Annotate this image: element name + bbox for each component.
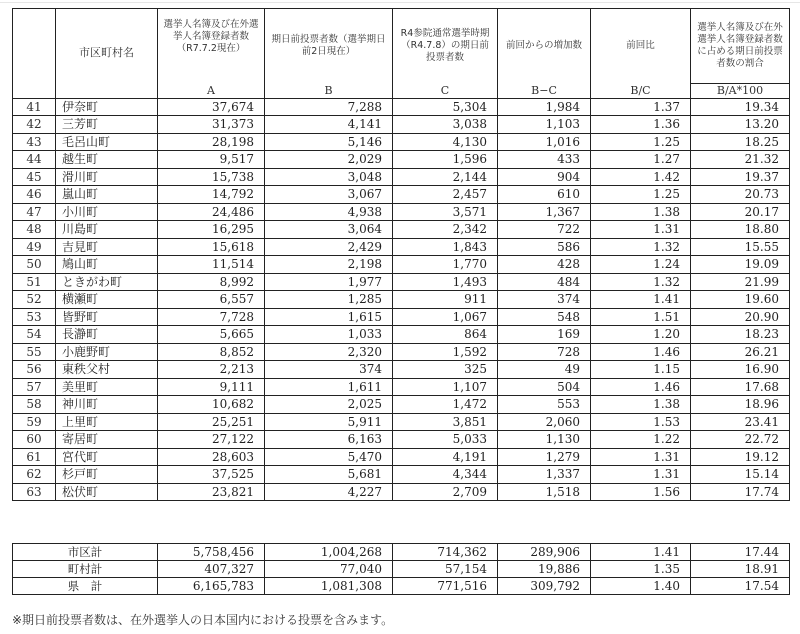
registered-voters-cell: 16,295 bbox=[158, 221, 265, 239]
ratio-cell: 1.38 bbox=[591, 203, 691, 221]
municipality-name-cell: 小川町 bbox=[56, 203, 158, 221]
ratio-cell: 1.22 bbox=[591, 431, 691, 449]
share-cell: 15.14 bbox=[691, 466, 790, 484]
share-cell: 15.55 bbox=[691, 238, 790, 256]
ratio-cell: 1.53 bbox=[591, 413, 691, 431]
share-cell: 23.41 bbox=[691, 413, 790, 431]
header-letter-c: C bbox=[393, 83, 498, 98]
header-previous-early-voters: R4参院通常選挙時期（R4.7.8）の期日前投票者数 bbox=[393, 9, 498, 84]
table-row bbox=[13, 448, 790, 466]
table-row bbox=[13, 186, 790, 204]
early-voters-cell: 374 bbox=[265, 361, 393, 379]
share-cell: 20.17 bbox=[691, 203, 790, 221]
ratio-cell: 1.38 bbox=[591, 396, 691, 414]
table-row bbox=[13, 308, 790, 326]
previous-early-voters-cell: 1,067 bbox=[393, 308, 498, 326]
municipality-name-cell: 鳩山町 bbox=[56, 256, 158, 274]
increase-cell: 1,367 bbox=[498, 203, 591, 221]
row-number-cell: 55 bbox=[13, 343, 56, 361]
ratio-cell: 1.37 bbox=[591, 98, 691, 116]
previous-early-voters-cell: 325 bbox=[393, 361, 498, 379]
previous-early-voters-cell: 864 bbox=[393, 326, 498, 344]
increase-cell: 548 bbox=[498, 308, 591, 326]
header-letter-e: B/C bbox=[591, 83, 691, 98]
share-cell: 18.96 bbox=[691, 396, 790, 414]
header-letter-b: B bbox=[265, 83, 393, 98]
registered-voters-cell: 6,165,783 bbox=[158, 578, 265, 595]
header-letter-d: B−C bbox=[498, 83, 591, 98]
row-number-cell: 59 bbox=[13, 413, 56, 431]
registered-voters-cell: 27,122 bbox=[158, 431, 265, 449]
share-cell: 16.90 bbox=[691, 361, 790, 379]
table-row bbox=[13, 361, 790, 379]
increase-cell: 1,103 bbox=[498, 116, 591, 134]
table-row bbox=[13, 291, 790, 309]
previous-early-voters-cell: 1,596 bbox=[393, 151, 498, 169]
increase-cell: 289,906 bbox=[498, 544, 591, 561]
previous-early-voters-cell: 2,457 bbox=[393, 186, 498, 204]
footnote: ※期日前投票者数は、在外選挙人の日本国内における投票を含みます。 bbox=[12, 613, 394, 627]
registered-voters-cell: 37,525 bbox=[158, 466, 265, 484]
share-cell: 20.73 bbox=[691, 186, 790, 204]
header-share: 選挙人名簿及び在外選挙人名簿登録者数に占める期日前投票者数の割合 bbox=[691, 9, 790, 84]
previous-early-voters-cell: 2,144 bbox=[393, 168, 498, 186]
ratio-cell: 1.41 bbox=[591, 544, 691, 561]
early-voters-cell: 5,911 bbox=[265, 413, 393, 431]
increase-cell: 722 bbox=[498, 221, 591, 239]
header-ratio: 前回比 bbox=[591, 9, 691, 84]
previous-early-voters-cell: 4,130 bbox=[393, 133, 498, 151]
share-cell: 21.99 bbox=[691, 273, 790, 291]
ratio-cell: 1.27 bbox=[591, 151, 691, 169]
early-voters-cell: 7,288 bbox=[265, 98, 393, 116]
ratio-cell: 1.20 bbox=[591, 326, 691, 344]
previous-early-voters-cell: 3,851 bbox=[393, 413, 498, 431]
increase-cell: 904 bbox=[498, 168, 591, 186]
early-voters-cell: 2,320 bbox=[265, 343, 393, 361]
increase-cell: 553 bbox=[498, 396, 591, 414]
increase-cell: 19,886 bbox=[498, 561, 591, 578]
increase-cell: 1,279 bbox=[498, 448, 591, 466]
previous-early-voters-cell: 771,516 bbox=[393, 578, 498, 595]
share-cell: 17.68 bbox=[691, 378, 790, 396]
share-cell: 26.21 bbox=[691, 343, 790, 361]
share-cell: 19.60 bbox=[691, 291, 790, 309]
row-number-cell: 61 bbox=[13, 448, 56, 466]
header-letter-f: B/A*100 bbox=[691, 83, 790, 98]
share-cell: 18.25 bbox=[691, 133, 790, 151]
previous-early-voters-cell: 3,038 bbox=[393, 116, 498, 134]
share-cell: 18.23 bbox=[691, 326, 790, 344]
previous-early-voters-cell: 5,304 bbox=[393, 98, 498, 116]
increase-cell: 374 bbox=[498, 291, 591, 309]
early-voters-cell: 5,146 bbox=[265, 133, 393, 151]
ratio-cell: 1.35 bbox=[591, 561, 691, 578]
increase-cell: 1,337 bbox=[498, 466, 591, 484]
early-voters-cell: 77,040 bbox=[265, 561, 393, 578]
ratio-cell: 1.31 bbox=[591, 448, 691, 466]
total-label-cell: 市区計 bbox=[13, 544, 158, 561]
share-cell: 21.32 bbox=[691, 151, 790, 169]
share-cell: 17.54 bbox=[691, 578, 790, 595]
share-cell: 17.74 bbox=[691, 483, 790, 501]
early-voters-cell: 1,033 bbox=[265, 326, 393, 344]
table-row bbox=[13, 116, 790, 134]
previous-early-voters-cell: 911 bbox=[393, 291, 498, 309]
header-letter-a: A bbox=[158, 83, 265, 98]
ratio-cell: 1.31 bbox=[591, 466, 691, 484]
registered-voters-cell: 5,758,456 bbox=[158, 544, 265, 561]
row-number-cell: 56 bbox=[13, 361, 56, 379]
table-row bbox=[13, 98, 790, 116]
increase-cell: 169 bbox=[498, 326, 591, 344]
municipality-name-cell: 松伏町 bbox=[56, 483, 158, 501]
registered-voters-cell: 8,992 bbox=[158, 273, 265, 291]
previous-early-voters-cell: 714,362 bbox=[393, 544, 498, 561]
early-voters-cell: 5,681 bbox=[265, 466, 393, 484]
table-row bbox=[13, 483, 790, 501]
header-registered-voters: 選挙人名簿及び在外選挙人名簿登録者数（R7.7.2現在） bbox=[158, 9, 265, 84]
header-early-voters: 期日前投票者数（選挙期日前2日現在） bbox=[265, 9, 393, 84]
increase-cell: 49 bbox=[498, 361, 591, 379]
table-row bbox=[13, 413, 790, 431]
registered-voters-cell: 9,111 bbox=[158, 378, 265, 396]
row-number-cell: 41 bbox=[13, 98, 56, 116]
table-row bbox=[13, 256, 790, 274]
increase-cell: 484 bbox=[498, 273, 591, 291]
previous-early-voters-cell: 1,107 bbox=[393, 378, 498, 396]
municipality-name-cell: 上里町 bbox=[56, 413, 158, 431]
share-cell: 19.37 bbox=[691, 168, 790, 186]
registered-voters-cell: 7,728 bbox=[158, 308, 265, 326]
early-voters-cell: 2,429 bbox=[265, 238, 393, 256]
municipality-name-cell: 横瀬町 bbox=[56, 291, 158, 309]
increase-cell: 433 bbox=[498, 151, 591, 169]
row-number-cell: 43 bbox=[13, 133, 56, 151]
registered-voters-cell: 9,517 bbox=[158, 151, 265, 169]
row-number-cell: 46 bbox=[13, 186, 56, 204]
previous-early-voters-cell: 1,472 bbox=[393, 396, 498, 414]
registered-voters-cell: 2,213 bbox=[158, 361, 265, 379]
registered-voters-cell: 28,198 bbox=[158, 133, 265, 151]
ratio-cell: 1.32 bbox=[591, 273, 691, 291]
previous-early-voters-cell: 3,571 bbox=[393, 203, 498, 221]
early-voters-cell: 2,025 bbox=[265, 396, 393, 414]
municipality-name-cell: 滑川町 bbox=[56, 168, 158, 186]
share-cell: 13.20 bbox=[691, 116, 790, 134]
increase-cell: 1,016 bbox=[498, 133, 591, 151]
registered-voters-cell: 6,557 bbox=[158, 291, 265, 309]
increase-cell: 586 bbox=[498, 238, 591, 256]
ratio-cell: 1.15 bbox=[591, 361, 691, 379]
registered-voters-cell: 407,327 bbox=[158, 561, 265, 578]
row-number-cell: 52 bbox=[13, 291, 56, 309]
early-voters-cell: 6,163 bbox=[265, 431, 393, 449]
table-row bbox=[13, 396, 790, 414]
ratio-cell: 1.40 bbox=[591, 578, 691, 595]
increase-cell: 1,518 bbox=[498, 483, 591, 501]
header-no bbox=[13, 9, 56, 99]
early-voters-cell: 5,470 bbox=[265, 448, 393, 466]
increase-cell: 309,792 bbox=[498, 578, 591, 595]
early-voters-cell: 1,004,268 bbox=[265, 544, 393, 561]
share-cell: 19.34 bbox=[691, 98, 790, 116]
registered-voters-cell: 15,738 bbox=[158, 168, 265, 186]
early-voters-cell: 2,029 bbox=[265, 151, 393, 169]
registered-voters-cell: 14,792 bbox=[158, 186, 265, 204]
registered-voters-cell: 25,251 bbox=[158, 413, 265, 431]
registered-voters-cell: 5,665 bbox=[158, 326, 265, 344]
increase-cell: 1,984 bbox=[498, 98, 591, 116]
ratio-cell: 1.32 bbox=[591, 238, 691, 256]
share-cell: 18.91 bbox=[691, 561, 790, 578]
early-voters-cell: 2,198 bbox=[265, 256, 393, 274]
table-row bbox=[13, 378, 790, 396]
table-row bbox=[13, 326, 790, 344]
row-number-cell: 42 bbox=[13, 116, 56, 134]
row-number-cell: 57 bbox=[13, 378, 56, 396]
row-number-cell: 54 bbox=[13, 326, 56, 344]
share-cell: 18.80 bbox=[691, 221, 790, 239]
previous-early-voters-cell: 1,843 bbox=[393, 238, 498, 256]
table-row bbox=[13, 168, 790, 186]
registered-voters-cell: 23,821 bbox=[158, 483, 265, 501]
registered-voters-cell: 24,486 bbox=[158, 203, 265, 221]
share-cell: 17.44 bbox=[691, 544, 790, 561]
increase-cell: 2,060 bbox=[498, 413, 591, 431]
previous-early-voters-cell: 1,592 bbox=[393, 343, 498, 361]
row-number-cell: 58 bbox=[13, 396, 56, 414]
ratio-cell: 1.46 bbox=[591, 343, 691, 361]
early-voters-cell: 4,938 bbox=[265, 203, 393, 221]
previous-early-voters-cell: 2,709 bbox=[393, 483, 498, 501]
registered-voters-cell: 10,682 bbox=[158, 396, 265, 414]
totals-row bbox=[13, 544, 790, 561]
registered-voters-cell: 37,674 bbox=[158, 98, 265, 116]
ratio-cell: 1.31 bbox=[591, 221, 691, 239]
table-row bbox=[13, 431, 790, 449]
table-row bbox=[13, 238, 790, 256]
totals-table bbox=[12, 543, 790, 595]
municipality-name-cell: 三芳町 bbox=[56, 116, 158, 134]
table-row bbox=[13, 203, 790, 221]
ratio-cell: 1.42 bbox=[591, 168, 691, 186]
increase-cell: 610 bbox=[498, 186, 591, 204]
registered-voters-cell: 11,514 bbox=[158, 256, 265, 274]
table-row bbox=[13, 466, 790, 484]
municipality-name-cell: 宮代町 bbox=[56, 448, 158, 466]
previous-early-voters-cell: 4,344 bbox=[393, 466, 498, 484]
total-label-cell: 県 計 bbox=[13, 578, 158, 595]
row-number-cell: 51 bbox=[13, 273, 56, 291]
total-label-cell: 町村計 bbox=[13, 561, 158, 578]
municipality-name-cell: 神川町 bbox=[56, 396, 158, 414]
early-voters-cell: 1,977 bbox=[265, 273, 393, 291]
municipality-name-cell: 嵐山町 bbox=[56, 186, 158, 204]
row-number-cell: 49 bbox=[13, 238, 56, 256]
registered-voters-cell: 15,618 bbox=[158, 238, 265, 256]
ratio-cell: 1.46 bbox=[591, 378, 691, 396]
previous-early-voters-cell: 2,342 bbox=[393, 221, 498, 239]
early-voters-cell: 4,141 bbox=[265, 116, 393, 134]
municipality-name-cell: 川島町 bbox=[56, 221, 158, 239]
row-number-cell: 45 bbox=[13, 168, 56, 186]
municipality-name-cell: 小鹿野町 bbox=[56, 343, 158, 361]
registered-voters-cell: 28,603 bbox=[158, 448, 265, 466]
early-voters-cell: 1,081,308 bbox=[265, 578, 393, 595]
share-cell: 20.90 bbox=[691, 308, 790, 326]
row-number-cell: 60 bbox=[13, 431, 56, 449]
share-cell: 22.72 bbox=[691, 431, 790, 449]
municipality-name-cell: 伊奈町 bbox=[56, 98, 158, 116]
increase-cell: 728 bbox=[498, 343, 591, 361]
ratio-cell: 1.25 bbox=[591, 133, 691, 151]
table-row bbox=[13, 151, 790, 169]
ratio-cell: 1.56 bbox=[591, 483, 691, 501]
ratio-cell: 1.24 bbox=[591, 256, 691, 274]
municipality-name-cell: 毛呂山町 bbox=[56, 133, 158, 151]
increase-cell: 504 bbox=[498, 378, 591, 396]
early-voters-cell: 1,615 bbox=[265, 308, 393, 326]
municipality-name-cell: 美里町 bbox=[56, 378, 158, 396]
early-voters-cell: 3,064 bbox=[265, 221, 393, 239]
municipality-name-cell: 長瀞町 bbox=[56, 326, 158, 344]
share-cell: 19.12 bbox=[691, 448, 790, 466]
registered-voters-cell: 8,852 bbox=[158, 343, 265, 361]
row-number-cell: 62 bbox=[13, 466, 56, 484]
previous-early-voters-cell: 4,191 bbox=[393, 448, 498, 466]
totals-row bbox=[13, 578, 790, 595]
municipality-name-cell: 寄居町 bbox=[56, 431, 158, 449]
previous-early-voters-cell: 5,033 bbox=[393, 431, 498, 449]
table-row bbox=[13, 133, 790, 151]
table-row bbox=[13, 273, 790, 291]
early-voting-table bbox=[12, 8, 790, 501]
early-voters-cell: 1,611 bbox=[265, 378, 393, 396]
early-voters-cell: 1,285 bbox=[265, 291, 393, 309]
row-number-cell: 63 bbox=[13, 483, 56, 501]
ratio-cell: 1.51 bbox=[591, 308, 691, 326]
early-voters-cell: 3,048 bbox=[265, 168, 393, 186]
municipality-name-cell: 越生町 bbox=[56, 151, 158, 169]
table-row bbox=[13, 343, 790, 361]
municipality-name-cell: 東秩父村 bbox=[56, 361, 158, 379]
municipality-name-cell: 吉見町 bbox=[56, 238, 158, 256]
top-divider bbox=[0, 2, 800, 3]
early-voters-cell: 3,067 bbox=[265, 186, 393, 204]
row-number-cell: 53 bbox=[13, 308, 56, 326]
municipality-name-cell: 皆野町 bbox=[56, 308, 158, 326]
previous-early-voters-cell: 1,770 bbox=[393, 256, 498, 274]
ratio-cell: 1.25 bbox=[591, 186, 691, 204]
previous-early-voters-cell: 57,154 bbox=[393, 561, 498, 578]
ratio-cell: 1.36 bbox=[591, 116, 691, 134]
registered-voters-cell: 31,373 bbox=[158, 116, 265, 134]
increase-cell: 1,130 bbox=[498, 431, 591, 449]
row-number-cell: 44 bbox=[13, 151, 56, 169]
header-municipality-name: 市区町村名 bbox=[56, 9, 158, 99]
previous-early-voters-cell: 1,493 bbox=[393, 273, 498, 291]
ratio-cell: 1.41 bbox=[591, 291, 691, 309]
municipality-name-cell: ときがわ町 bbox=[56, 273, 158, 291]
totals-row bbox=[13, 561, 790, 578]
table-row bbox=[13, 221, 790, 239]
row-number-cell: 47 bbox=[13, 203, 56, 221]
row-number-cell: 50 bbox=[13, 256, 56, 274]
municipality-name-cell: 杉戸町 bbox=[56, 466, 158, 484]
increase-cell: 428 bbox=[498, 256, 591, 274]
early-voters-cell: 4,227 bbox=[265, 483, 393, 501]
share-cell: 19.09 bbox=[691, 256, 790, 274]
header-increase: 前回からの増加数 bbox=[498, 9, 591, 84]
row-number-cell: 48 bbox=[13, 221, 56, 239]
